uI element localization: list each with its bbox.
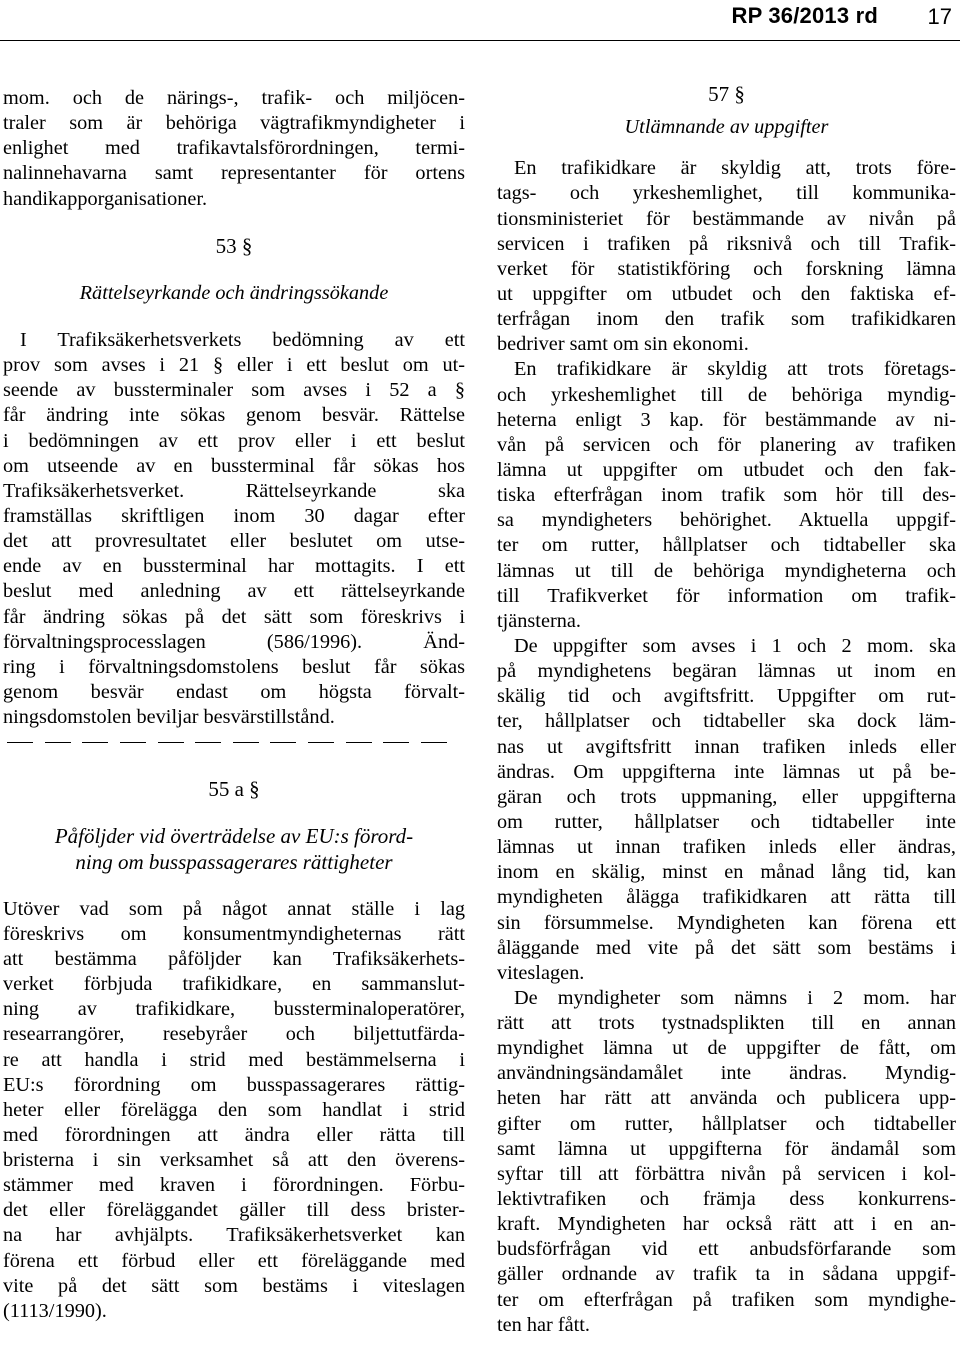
text-line: skälig tid och avgiftsfritt. Uppgifter om rut- xyxy=(497,685,956,708)
right-column xyxy=(497,82,956,1338)
section-title: ning om busspassagerares rättigheter xyxy=(75,849,393,874)
text-line: användningsändamålet inte ändras. Myndig- xyxy=(497,1062,956,1085)
page-header xyxy=(0,0,960,41)
text-line: traler som är behöriga vägtrafikmyndigheter i xyxy=(3,112,465,135)
text-line: lämnas ut innan trafiken inleds eller ändras, xyxy=(497,836,956,859)
text-line: re att handla i strid med bestämmelserna i xyxy=(3,1048,465,1071)
text-line: kraft. Myndigheten har också rätt att i en an- xyxy=(497,1213,956,1236)
text-line: terfrågan inom den trafik som trafikidkaren xyxy=(497,308,956,331)
text-line: på myndighetens begäran lämnas ut inom en xyxy=(497,660,956,683)
text-line: researrangörer, resebyråer och biljettutfärda- xyxy=(3,1023,465,1046)
text-line: viteslagen. xyxy=(497,961,585,984)
text-line: och yrkeshemlighet till de behöriga myndig- xyxy=(497,383,956,406)
text-line: ningsdomstolen beviljar besvärstillstånd. xyxy=(3,706,335,729)
text-line: inom en skälig, minst en månad lång tid, kan xyxy=(497,861,956,884)
left-column xyxy=(3,86,465,1324)
intro-paragraph xyxy=(3,86,465,212)
text-line: med förordningen att ändra eller rätta till xyxy=(3,1123,465,1146)
text-line: genom besvär endast om högsta förvalt- xyxy=(3,680,465,703)
text-line: mom. och de närings-, trafik- och miljöcen- xyxy=(3,87,465,109)
text-line: förena ett förbud eller ett föreläggande med xyxy=(3,1249,465,1272)
text-line: åläggande med vite på det sätt som bestäms i xyxy=(497,936,956,959)
text-line: tjänsterna. xyxy=(497,609,581,632)
text-line: tionsministeriet för bestämmande av nivån på xyxy=(497,207,956,230)
text-line: Utöver vad som på något annat ställe i lag xyxy=(3,897,465,920)
text-line: beslut med anledning av ett rättelseyrkande xyxy=(3,580,465,603)
text-line: ring i förvaltningsdomstolens beslut får sökas xyxy=(3,655,465,678)
text-line: ter om efterfrågan på trafiken som myndighe- xyxy=(497,1288,956,1311)
section-number: 53 § xyxy=(215,233,253,258)
text-line: seende av bussterminaler som avses i 52 a § xyxy=(3,379,465,402)
section-title: Rättelseyrkande och ändringssökande xyxy=(79,281,389,304)
page-number: 17 xyxy=(927,4,952,29)
text-line: ut uppgifter om utbudet och den faktiska ef- xyxy=(497,282,956,305)
text-line: heterna enligt 3 kap. för bestämmande av ni- xyxy=(497,408,956,431)
text-line: att bestämma påföljder kan Trafiksäkerhets- xyxy=(3,947,465,970)
text-line: samt lämna ut uppgifterna för ändamål som xyxy=(497,1137,956,1160)
section-number: 57 § xyxy=(708,82,745,106)
text-line: om rutter, hållplatser och tidtabeller inte xyxy=(497,810,956,833)
section-divider xyxy=(7,730,447,755)
text-line: servicen i trafiken på riksnivå och till Trafik- xyxy=(497,232,956,255)
text-line: heter eller förelägga den som handlat i strid xyxy=(3,1098,465,1121)
text-line: lämnas ut till de behöriga myndigheterna och xyxy=(497,559,956,582)
text-line: bedriver samt om sin ekonomi. xyxy=(497,333,749,356)
text-line: bristerna i sin verksamhet så att den överens- xyxy=(3,1149,465,1172)
text-line: ende av en bussterminal har mottagits. I ett xyxy=(3,555,465,578)
text-line: sa myndigheters behörighet. Aktuella uppgif- xyxy=(497,509,956,532)
text-line: na har avhjälpts. Trafiksäkerhetsverket kan xyxy=(3,1224,465,1247)
text-line: rätt att trots tystnadsplikten till en annan xyxy=(497,1012,956,1035)
text-line: lämna ut uppgifter om utbudet och den fak- xyxy=(497,458,956,481)
text-line: De uppgifter som avses i 1 och 2 mom. ska xyxy=(514,634,956,657)
section-title: Påföljder vid överträdelse av EU:s förord- xyxy=(54,824,414,849)
text-line: det att provresultatet eller beslutet om utse- xyxy=(3,530,465,553)
text-line: det eller föreläggandet gäller till dess brister- xyxy=(3,1199,465,1222)
text-line: ter, hållplatser och tidtabeller ska dock läm- xyxy=(497,710,956,733)
text-line: sin försummelse. Myndigheten kan förena ett xyxy=(497,911,956,934)
text-line: syftar till att förbättra nivån på servicen i kol- xyxy=(497,1162,956,1185)
text-line: stämmer med kraven i förordningen. Förbu- xyxy=(3,1174,465,1197)
text-line: verket förbjuda trafikidkare, en sammanslut- xyxy=(3,973,465,996)
text-line: tiska efterfrågan inom trafik som hör till des- xyxy=(497,484,956,507)
section-57-paragraph xyxy=(497,156,956,1338)
text-line: förvaltningsprocesslagen (586/1996). Änd- xyxy=(3,630,465,653)
section-title: Utlämnande av uppgifter xyxy=(624,116,829,139)
text-line: heten har rätt att använda och publicera upp- xyxy=(497,1087,956,1110)
text-line: till Trafikverket för information om trafik- xyxy=(497,584,956,607)
section-55a-paragraph xyxy=(3,897,465,1324)
text-line: I Trafiksäkerhetsverkets bedömning av ett xyxy=(20,328,465,351)
text-line: i bedömningen av ett prov eller i ett beslut xyxy=(3,429,465,452)
text-line: (1113/1990). xyxy=(3,1299,107,1322)
text-line: om utseende av en bussterminal får sökas hos xyxy=(3,454,465,477)
document-id: RP 36/2013 rd xyxy=(731,3,878,28)
text-line: EU:s förordning om busspassagerares rättig- xyxy=(3,1073,465,1096)
text-line: ten har fått. xyxy=(497,1313,590,1336)
text-line: De myndigheter som nämns i 2 mom. har xyxy=(514,986,956,1009)
text-line: myndighet lämna ut de uppgifter de fått, om xyxy=(497,1037,956,1060)
text-line: gäran och trots uppmaning, eller uppgifterna xyxy=(497,785,956,808)
text-line: En trafikidkare är skyldig att, trots före- xyxy=(514,157,956,180)
text-line: får ändring inte sökas genom besvär. Rättelse xyxy=(3,404,465,427)
text-line: enlighet med trafikavtalsförordningen, termi- xyxy=(3,137,465,160)
text-line: lektivtrafiken och främja dess konkurrens- xyxy=(497,1188,956,1211)
text-line: ändras. Om uppgifterna inte lämnas ut på be- xyxy=(497,760,956,783)
text-line: framställas skriftligen inom 30 dagar efter xyxy=(3,504,465,527)
text-line: Trafiksäkerhetsverket. Rättelseyrkande ska xyxy=(3,479,465,502)
text-line: ning av trafikidkare, bussterminaloperatörer, xyxy=(3,998,465,1021)
text-line: nalinnehavarna samt representanter för ortens xyxy=(3,162,465,185)
text-line: prov som avses i 21 § eller i ett beslut om ut- xyxy=(3,354,465,377)
section-53-paragraph xyxy=(3,328,465,730)
text-line: vån på servicen och för planering av trafiken xyxy=(497,433,956,456)
text-line: tags- och yrkeshemlighet, till kommunika- xyxy=(497,182,956,205)
text-line: verket för statistikföring och forskning lämna xyxy=(497,257,956,280)
text-line: föreskrivs om konsumentmyndigheternas rätt xyxy=(3,922,465,945)
text-line: gäller ordnande av trafik ta in sådana uppgif- xyxy=(497,1263,956,1286)
text-line: ter om rutter, hållplatser och tidtabeller ska xyxy=(497,534,956,557)
section-number: 55 a § xyxy=(208,777,260,802)
text-line: myndigheten ålägga trafikidkaren att rätta till xyxy=(497,886,956,909)
text-line: gifter om rutter, hållplatser och tidtabeller xyxy=(497,1112,956,1135)
text-line: budsförfrågan vid ett anbudsförfarande som xyxy=(497,1238,956,1261)
text-line: handikapporganisationer. xyxy=(3,187,208,210)
text-line: får ändring sökas på det sätt som föreskrivs i xyxy=(3,605,465,628)
text-line: nas ut avgiftsfritt innan trafiken inleds eller xyxy=(497,735,956,758)
text-line: En trafikidkare är skyldig att trots företags- xyxy=(514,358,956,381)
text-line: vite på det sätt som bestäms i viteslagen xyxy=(3,1274,465,1297)
